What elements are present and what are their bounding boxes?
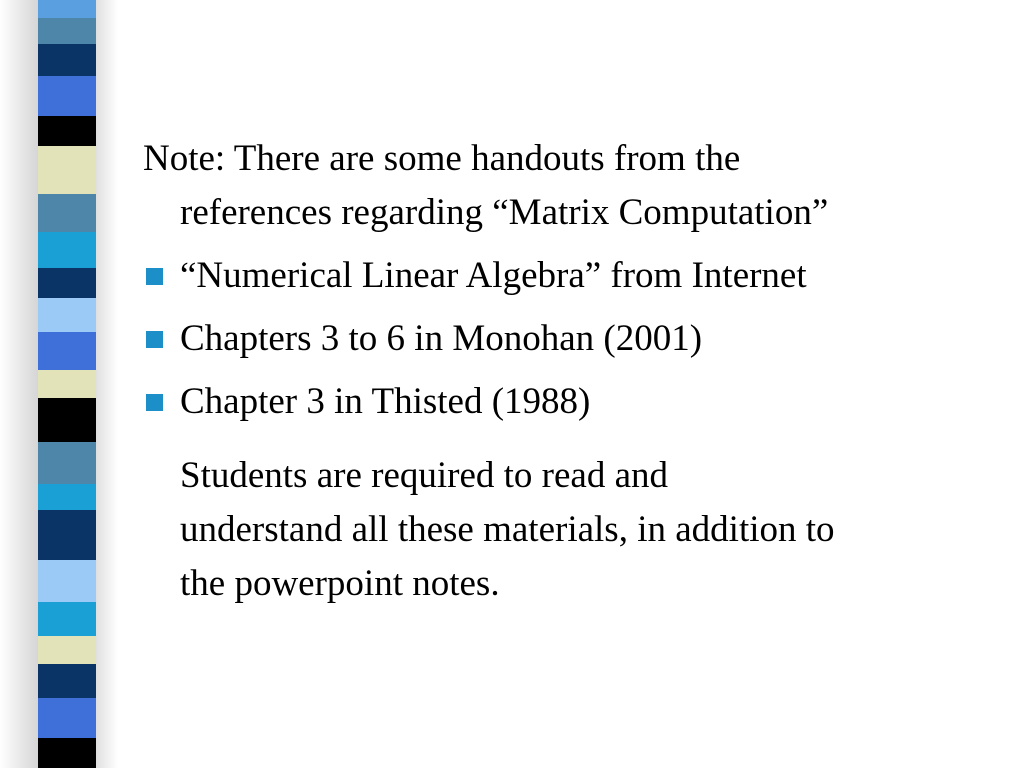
note-line-2: references regarding “Matrix Computation” bbox=[180, 192, 829, 233]
stripe-band bbox=[38, 298, 96, 332]
stripe-band bbox=[38, 44, 96, 76]
bullet-item-internet bbox=[143, 249, 1003, 303]
note-paragraph bbox=[143, 132, 1003, 240]
stripe-band bbox=[38, 636, 96, 664]
bullet-list bbox=[143, 249, 1003, 429]
stripe-band bbox=[38, 664, 96, 698]
stripe-band bbox=[38, 146, 96, 194]
stripe-band bbox=[38, 560, 96, 602]
bullet-text: Chapters 3 to 6 in Monohan (2001) bbox=[180, 318, 703, 359]
stripe-band bbox=[38, 232, 96, 268]
stripe-band bbox=[38, 442, 96, 484]
bullet-item-thisted bbox=[143, 375, 1003, 429]
stripe-band bbox=[38, 0, 96, 18]
square-bullet-icon bbox=[146, 331, 163, 348]
closing-line-2: understand all these materials, in addition to bbox=[180, 509, 835, 550]
square-bullet-icon bbox=[146, 268, 163, 285]
stripe-band bbox=[38, 602, 96, 636]
bullet-text: Chapter 3 in Thisted (1988) bbox=[180, 381, 591, 422]
bullet-item-monohan bbox=[143, 312, 1003, 366]
slide-content bbox=[143, 132, 1003, 611]
closing-line-1: Students are required to read and bbox=[180, 455, 669, 496]
stripe-band bbox=[38, 194, 96, 232]
decorative-striped-bar bbox=[38, 0, 96, 768]
stripe-band bbox=[38, 698, 96, 738]
stripe-band bbox=[38, 18, 96, 44]
stripe-band bbox=[38, 510, 96, 560]
stripe-band bbox=[38, 398, 96, 442]
stripe-band bbox=[38, 370, 96, 398]
stripe-band bbox=[38, 332, 96, 370]
square-bullet-icon bbox=[146, 394, 163, 411]
bullet-text: “Numerical Linear Algebra” from Internet bbox=[180, 255, 807, 296]
note-line-1: Note: There are some handouts from the bbox=[143, 138, 741, 179]
closing-paragraph bbox=[143, 449, 1003, 611]
stripe-band bbox=[38, 268, 96, 298]
stripe-band bbox=[38, 76, 96, 116]
closing-line-3: the powerpoint notes. bbox=[180, 563, 500, 604]
stripe-band bbox=[38, 738, 96, 768]
stripe-band bbox=[38, 484, 96, 510]
stripe-band bbox=[38, 116, 96, 146]
